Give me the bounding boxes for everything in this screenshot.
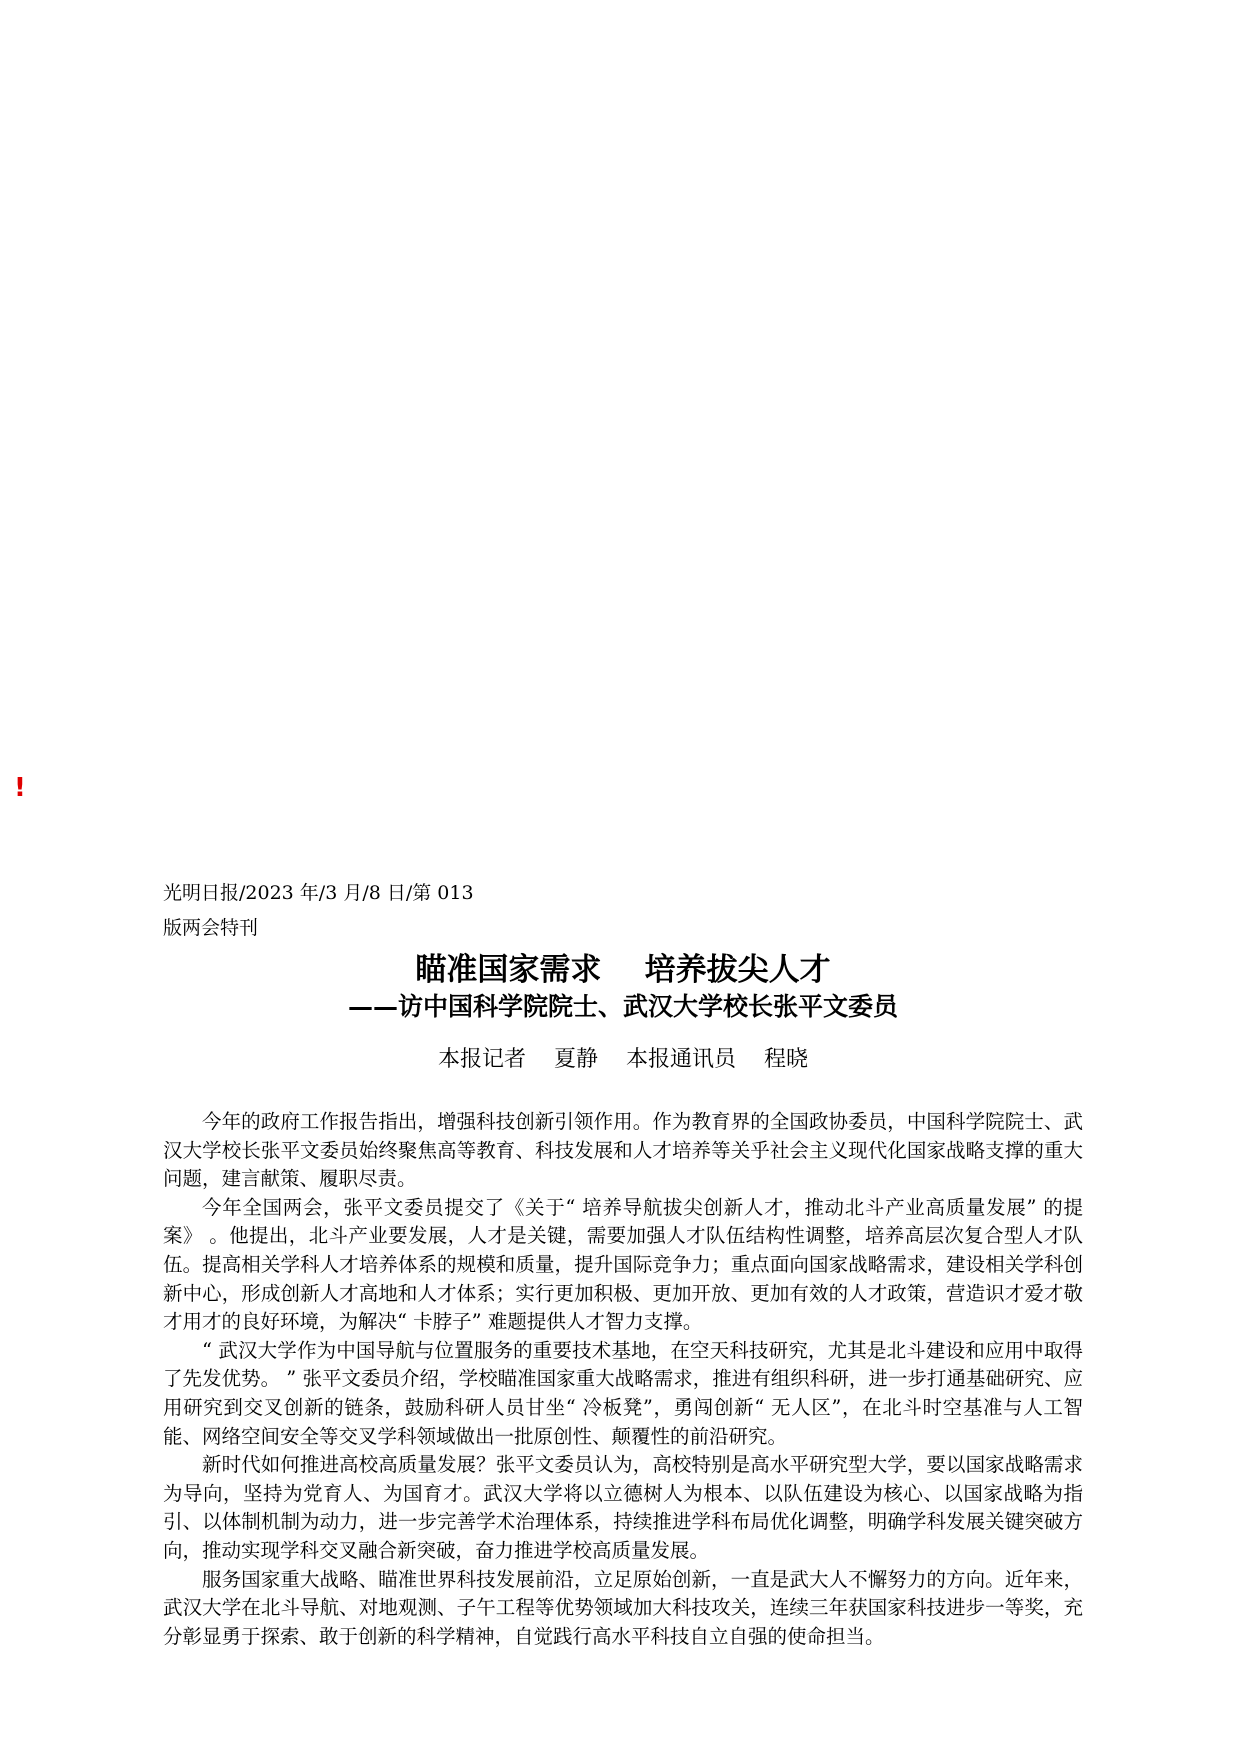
article-body <box>163 1108 1083 1651</box>
red-exclamation-mark: ! <box>14 773 26 803</box>
article-subtitle: ——访中国科学院院士、武汉大学校长张平文委员 <box>347 992 898 1021</box>
paragraph: 服务国家重大战略、瞄准世界科技发展前沿，立足原始创新，一直是武大人不懈努力的方向。近年来，武汉大学在北斗导航、对地观测、子午工程等优势领域加大科技攻关，连续三年获国家科技进步一等奖，充分彰显勇于探索、敢于创新的科学精神，自觉践行高水平科技自立自强的使命担当。 <box>163 1567 1083 1648</box>
byline: 本报记者 夏静 本报通讯员 程晓 <box>438 1047 808 1072</box>
source-line-continued: 版两会特刊 <box>163 917 259 939</box>
article <box>163 876 1083 1651</box>
article-title: 瞄准国家需求 培养拔尖人才 <box>415 952 831 988</box>
paragraph: 今年全国两会，张平文委员提交了《关于“ 培养导航拔尖创新人才，推动北斗产业高质量发展” 的提案》 。他提出，北斗产业要发展，人才是关键，需要加强人才队伍结构性调整，培养高层次复合型人才队伍。提高相关学科人才培养体系的规模和质量，提升国际竞争力；重点面向国家战略需求，建设相关学科创新中心，形成创新人才高地和人才体系；实行更加积极、更加开放、更加有效的人才政策，营造识才爱才敬才用才的良好环境，为解决“ 卡脖子” 难题提供人才智力支撑。 <box>163 1195 1083 1334</box>
paragraph: “ 武汉大学作为中国导航与位置服务的重要技术基地，在空天科技研究，尤其是北斗建设和应用中取得了先发优势。 ” 张平文委员介绍，学校瞄准国家重大战略需求，推进有组织科研，进一步打通基础研究、应用研究到交叉创新的链条，鼓励科研人员甘坐“ 冷板凳”，勇闯创新“ 无人区”，在北斗时空基准与人工智能、网络空间安全等交叉学科领域做出一批原创性、颠覆性的前沿研究。 <box>163 1338 1083 1448</box>
source-line: 光明日报/2023 年/3 月/8 日/第 013 <box>163 882 474 904</box>
paragraph: 新时代如何推进高校高质量发展？张平文委员认为，高校特别是高水平研究型大学，要以国家战略需求为导向，坚持为党育人、为国育才。武汉大学将以立德树人为根本、以队伍建设为核心、以国家战略为指引、以体制机制为动力，进一步完善学术治理体系，持续推进学科布局优化调整，明确学科发展关键突破方向，推动实现学科交叉融合新突破，奋力推进学校高质量发展。 <box>163 1453 1083 1562</box>
paragraph: 今年的政府工作报告指出，增强科技创新引领作用。作为教育界的全国政协委员，中国科学院院士、武汉大学校长张平文委员始终聚焦高等教育、科技发展和人才培养等关乎社会主义现代化国家战略支撑的重大问题，建言献策、履职尽责。 <box>163 1110 1083 1191</box>
